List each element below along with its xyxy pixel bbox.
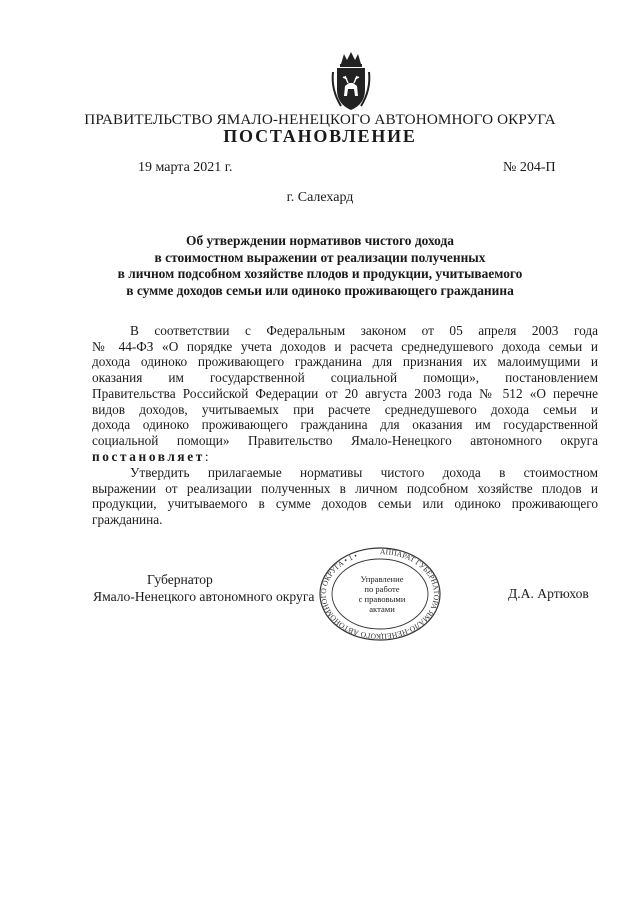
document-number: № 204-П bbox=[503, 160, 556, 175]
preamble-paragraph bbox=[92, 323, 598, 464]
stamp-center-line: Управление bbox=[360, 574, 404, 584]
paragraph-line: Правительства Российской Федерации от 20 августа 2003 года № 512 «О перечне bbox=[92, 385, 598, 401]
heading-line: в стоимостном выражении от реализации полученных bbox=[154, 249, 486, 265]
paragraph-line: видов доходов, учитываемых при расчете среднедушевого дохода семьи и bbox=[92, 401, 598, 417]
paragraph-line: оказания им государственной социальной помощи», постановлением bbox=[92, 370, 598, 386]
position-title: Губернатор bbox=[147, 572, 213, 587]
document-type-title: ПОСТАНОВЛЕНИЕ bbox=[223, 126, 417, 146]
paragraph-line: гражданина. bbox=[92, 512, 163, 528]
signatory-name: Д.А. Артюхов bbox=[508, 586, 589, 601]
document-heading bbox=[0, 233, 640, 299]
heading-line: в личном подсобном хозяйстве плодов и продукции, учитываемого bbox=[117, 266, 523, 281]
position-region: Ямало-Ненецкого автономного округа bbox=[93, 589, 315, 604]
government-name: ПРАВИТЕЛЬСТВО ЯМАЛО-НЕНЕЦКОГО АВТОНОМНОГО ОКРУГА bbox=[84, 111, 556, 128]
heading-line: Об утверждении нормативов чистого дохода bbox=[186, 233, 454, 248]
paragraph-line: продукции, учитываемого в сумме доходов семьи или одиноко проживающего bbox=[92, 496, 598, 512]
paragraph-line: № 44-ФЗ «О порядке учета доходов и расчета среднедушевого дохода семьи и bbox=[92, 338, 598, 354]
paragraph-line: Утвердить прилагаемые нормативы чистого дохода в стоимостном bbox=[130, 465, 598, 480]
paragraph-line: выражении от реализации полученных в личном подсобном хозяйстве плодов и bbox=[92, 480, 598, 496]
paragraph-line: социальной помощи» Правительство Ямало-Ненецкого автономного округа bbox=[92, 432, 598, 448]
stamp-center-line: актами bbox=[369, 604, 395, 614]
stamp-ring-text: АППАРАТ ГУБЕРНАТОРА ЯМАЛО-НЕНЕЦКОГО АВТОНОМНОГО ОКРУГА • 1 • bbox=[318, 546, 442, 642]
paragraph-line: дохода одиноко проживающего гражданина для признания их малоимущими и bbox=[92, 354, 598, 370]
official-stamp bbox=[318, 546, 442, 642]
decree-colon: : bbox=[204, 448, 209, 464]
decree-word: постановляет bbox=[92, 448, 205, 464]
resolution-paragraph bbox=[92, 465, 598, 528]
stamp-center-line: с правовыми bbox=[358, 594, 406, 604]
signatory-position bbox=[93, 571, 333, 605]
coat-of-arms-icon bbox=[327, 50, 375, 114]
document-date: 19 марта 2021 г. bbox=[138, 160, 233, 175]
decree-line bbox=[92, 449, 598, 465]
paragraph-line: дохода одиноко проживающего гражданина для оказания им государственной bbox=[92, 417, 598, 433]
document-city: г. Салехард bbox=[286, 190, 354, 205]
paragraph-line: В соответствии с Федеральным законом от 05 апреля 2003 года bbox=[130, 323, 598, 338]
heading-line: в сумме доходов семьи или одиноко проживающего гражданина bbox=[126, 282, 514, 298]
stamp-center-line: по работе bbox=[364, 584, 400, 594]
